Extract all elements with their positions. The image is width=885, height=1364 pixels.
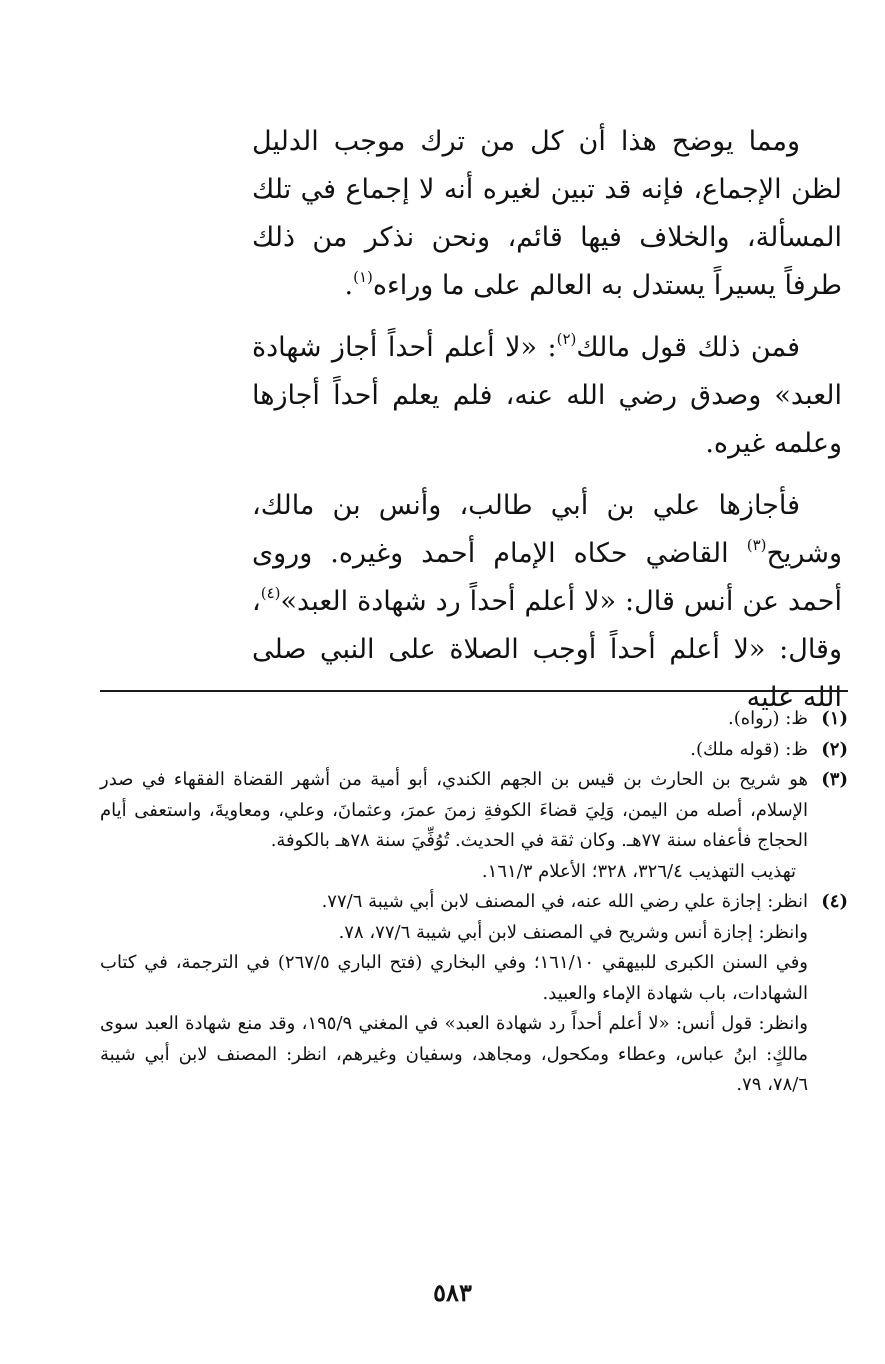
footnote-line: وانظر: إجازة أنس وشريح في المصنف لابن أبي شيبة ٧٧/٦، ٧٨. xyxy=(338,921,808,943)
paragraph-text: . xyxy=(344,270,354,301)
footnote-number: (٤) xyxy=(821,891,848,912)
footnote-marker: (١) xyxy=(353,268,373,286)
footnote-body xyxy=(100,704,808,735)
footnote-separator-line xyxy=(100,690,848,692)
paragraph-text: فأجازها علي بن أبي طالب، وأنس بن مالك، وشريح xyxy=(252,490,842,569)
footnote-line: هو شريح بن الحارث بن قيس بن الجهم الكندي، أبو أمية من أشهر القضاة الفقهاء في صدر الإسلام، أصله من اليمن، وَلِيَ قضاءَ الكوفةِ زمنَ عمرَ، وعثمانَ، وعلي، ومعاويةَ، واستعفى أيام الحجاج فأعفاه سنة ٧٧هـ. وكان ثقة في الحديث. تُوُفِّيَ سنة ٧٨هـ بالكوفة. xyxy=(100,769,808,851)
footnote-line: ظ: (قوله ملك). xyxy=(690,738,808,760)
footnote-item xyxy=(100,735,848,766)
footnote-line: تهذيب التهذيب ٣٢٦/٤، ٣٢٨؛ الأعلام ١٦١/٣. xyxy=(481,860,796,882)
footnote-line: وانظر: قول أنس: «لا أعلم أحداً رد شهادة العبد» في المغني ١٩٥/٩، وقد منع شهادة العبد سوى مالكٍ: ابنُ عباس، وعطاء ومكحول، ومجاهد، وسفيان وغيرهم، انظر: المصنف لابن أبي شيبة ٧٨/٦، ٧٩. xyxy=(100,1013,808,1095)
footnote-number: (٣) xyxy=(821,769,848,790)
main-paragraph xyxy=(252,324,842,468)
paragraph-text: ، وقال: «لا أعلم أحداً أوجب الصلاة على النبي صلى الله عليه xyxy=(252,586,842,713)
page-number xyxy=(0,1278,885,1307)
main-paragraph xyxy=(252,118,842,310)
footnote-item xyxy=(100,704,848,735)
paragraph-text: القاضي حكاه الإمام أحمد وغيره. وروى أحمد عن أنس قال: «لا أعلم أحداً رد شهادة العبد» xyxy=(252,538,842,617)
footnote-marker: (٤) xyxy=(260,584,281,602)
footnote-number: (٢) xyxy=(821,738,848,760)
footnote-line: ظ: (رواه). xyxy=(727,708,808,729)
main-paragraph xyxy=(252,482,842,722)
footnote-marker: (٢) xyxy=(556,330,577,348)
footnote-item xyxy=(100,887,848,1101)
footnote-body xyxy=(100,887,808,1101)
page-number-label: ٥٨٣ xyxy=(433,1278,472,1307)
paragraph-text: : «لا أعلم أحداً أجاز شهادة العبد» وصدق رضي الله عنه، فلم يعلم أحداً أجازها وعلمه غيره. xyxy=(252,332,842,459)
main-text-body xyxy=(252,118,842,722)
footnote-number: (١) xyxy=(821,708,848,729)
footnote-body xyxy=(100,735,808,766)
paragraph-text: فمن ذلك قول مالك xyxy=(576,332,801,363)
footnote-body xyxy=(100,765,808,887)
footnote-marker: (٣) xyxy=(746,536,767,554)
paragraph-text: ومما يوضح هذا أن كل من ترك موجب الدليل لظن الإجماع، فإنه قد تبين لغيره أنه لا إجماع في تلك المسألة، والخلاف فيها قائم، ونحن نذكر من ذلك طرفاً يسيراً يستدل به العالم على ما وراءه xyxy=(252,126,842,301)
footnote-line: انظر: إجازة علي رضي الله عنه، في المصنف لابن أبي شيبة ٧٧/٦. xyxy=(321,891,808,912)
footnotes-section xyxy=(100,704,848,1101)
footnote-line: وفي السنن الكبرى للبيهقي ١٦١/١٠؛ وفي البخاري (فتح الباري ٢٦٧/٥) في الترجمة، في كتاب الشهادات، باب شهادة الإماء والعبيد. xyxy=(100,952,809,1004)
footnote-item xyxy=(100,765,848,887)
